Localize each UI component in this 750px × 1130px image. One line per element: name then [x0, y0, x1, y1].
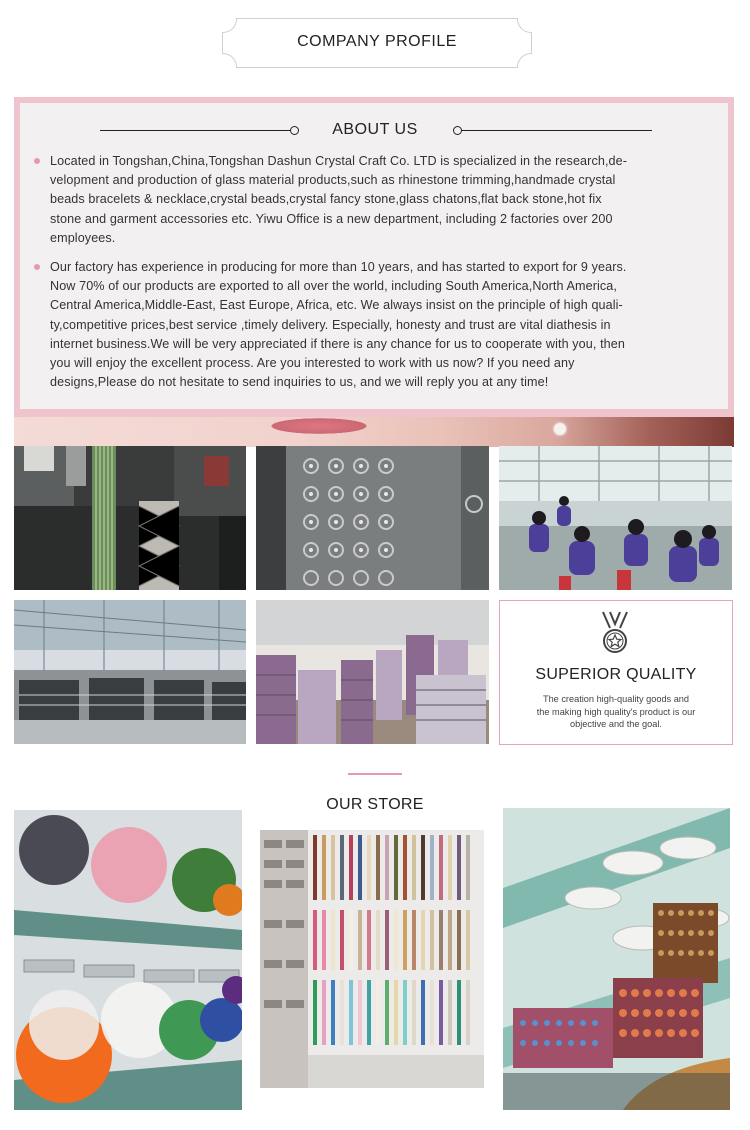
about-divider-right-dot	[453, 126, 462, 135]
about-divider-left-dot	[290, 126, 299, 135]
text-line: Located in Tongshan,China,Tongshan Dashun Crystal Craft Co. LTD is specialized in the research,de-	[50, 154, 628, 168]
about-paragraph-1	[50, 152, 704, 248]
our-store-title: OUR STORE	[326, 796, 424, 813]
text-line: velopment and production of glass material products,such as rhinestone trimming,handmade crystal	[50, 173, 616, 188]
bullet-dot	[34, 158, 40, 164]
text-line: beads bracelets & necklace,crystal beads,crystal fancy stone,glass chatons,flat back stone,hot fix	[50, 192, 602, 207]
pearl-earring-icon	[554, 423, 566, 435]
factory-photo-production-hall	[14, 600, 246, 744]
superior-quality-description	[522, 693, 710, 731]
company-profile-banner	[222, 18, 532, 68]
factory-photo-workshop-workers	[499, 446, 732, 590]
text-line: designs,Please do not hesitate to send inquiries to us, and we will reply you at any time!	[50, 375, 549, 390]
text-line: ty,competitive prices,best service ,timely delivery. Especially, honesty and trust are vital diathesis in	[50, 317, 611, 332]
text-line: stone and garment accessories etc. Yiwu Office is a new department, including 2 factories over 200	[50, 211, 613, 226]
superior-quality-title: SUPERIOR QUALITY	[535, 666, 697, 683]
text-line: Central America,Middle-East, East Europe, Africa, etc. We always insist on the principle of high quali-	[50, 298, 623, 313]
about-divider-left	[100, 130, 292, 131]
medal-star-icon	[598, 610, 632, 656]
bullet-dot	[34, 264, 40, 270]
factory-photo-rhinestone-mold	[256, 446, 489, 590]
store-photo-bead-jars	[14, 810, 242, 1110]
about-divider-right	[462, 130, 652, 131]
text-line: Our factory has experience in producing for more than 10 years, and has started to export for 9 years.	[50, 260, 627, 274]
store-photo-rhinestone-rolls	[503, 808, 730, 1110]
store-divider	[348, 773, 402, 775]
text-line: the making high quality's product is our	[536, 706, 696, 717]
text-line: Now 70% of our products are exported to all over the world, including South America,North America,	[50, 279, 618, 294]
text-line: objective and the goal.	[570, 719, 662, 730]
about-us-title: ABOUT US	[332, 121, 418, 138]
text-line: The creation high-quality goods and	[542, 694, 690, 704]
text-line: you will enjoy the excellent process. Are you interested to work with us now? If you need any	[50, 356, 575, 371]
factory-photo-warehouse-stock	[256, 600, 489, 744]
model-face-strip	[14, 417, 734, 447]
about-paragraph-2	[50, 258, 704, 392]
factory-photo-trimming-machine	[14, 446, 246, 590]
text-line: employees.	[50, 230, 116, 245]
text-line: internet business.We will be very appreciated if there is any chance for us to cooperate with you, then	[50, 336, 625, 351]
store-photo-bead-strands	[260, 830, 484, 1088]
company-profile-title: COMPANY PROFILE	[297, 33, 457, 50]
